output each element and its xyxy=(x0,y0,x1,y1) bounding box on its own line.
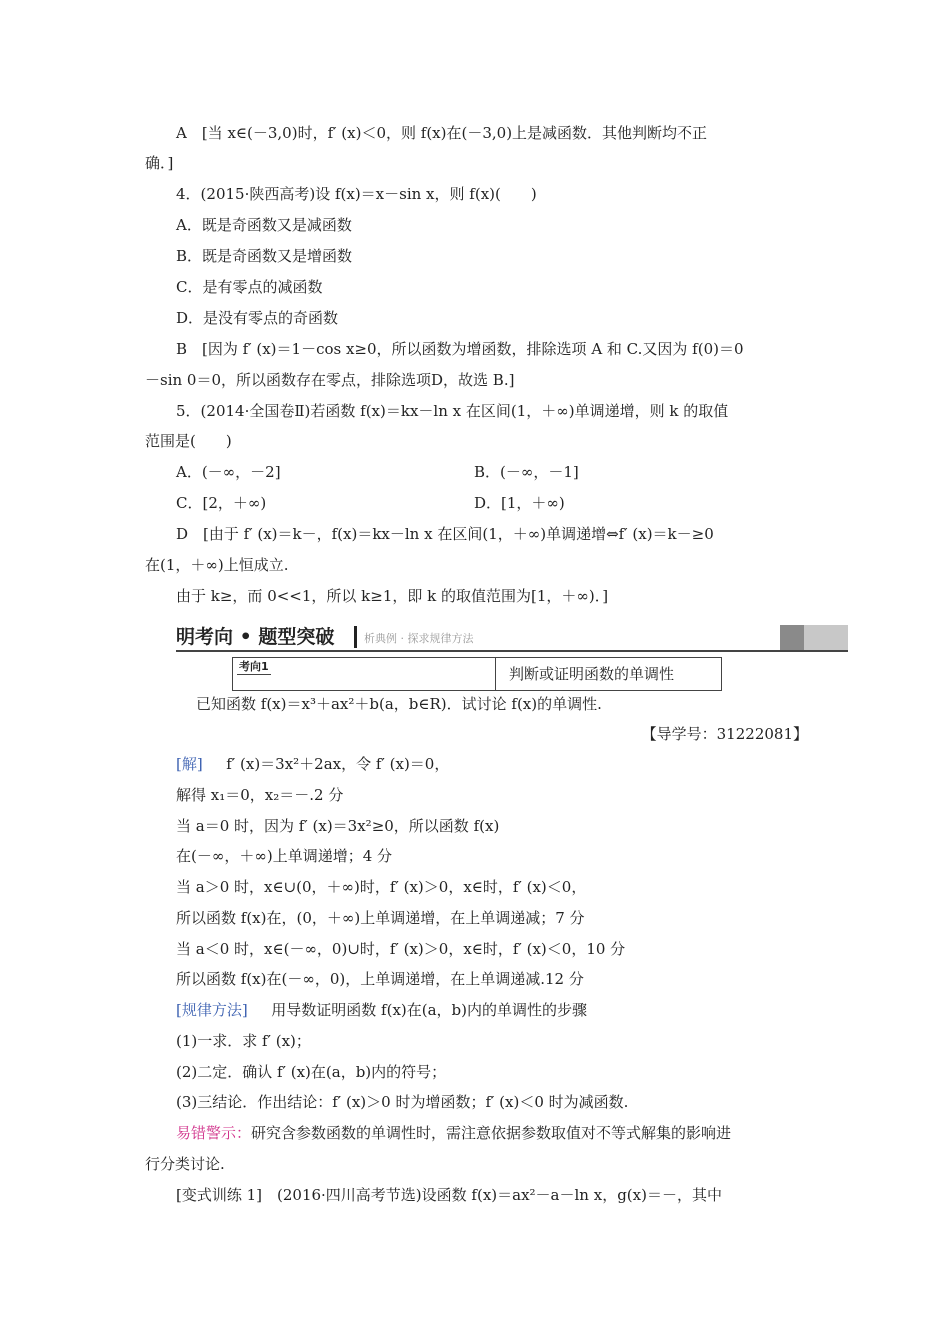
topic-box xyxy=(232,657,722,691)
warning-label: 易错警示： xyxy=(176,1124,252,1142)
method-step-2: (2)二定．确认 f′ (x)在(a，b)内的符号； xyxy=(176,1063,447,1081)
method-step-1: (1)一求．求 f′ (x)； xyxy=(176,1032,311,1050)
warning-line-2: 行分类讨论. xyxy=(145,1155,225,1173)
answer-3-line-1: A [当 x∈(－3,0)时，f′ (x)＜0，则 f(x)在(－3,0)上是减函数．其他判断均不正 xyxy=(176,124,708,142)
solution-step-1: f′ (x)＝3x²＋2ax，令 f′ (x)＝0， xyxy=(226,755,450,773)
reference-number: 【导学号：31222081】 xyxy=(641,725,808,743)
variant-exercise: [变式训练 1] (2016·四川高考节选)设函数 f(x)＝ax²－a－ln x，g(x)＝－，其中 xyxy=(176,1186,722,1204)
question-5-option-a: A．(－∞，－2] xyxy=(176,463,281,481)
topic-box-divider xyxy=(495,658,496,690)
header-rule xyxy=(176,650,848,652)
answer-5-line-1: D [由于 f′ (x)＝k－，f(x)＝kx－ln x 在区间(1，＋∞)单调递增⇔f′ (x)＝k－≥0 xyxy=(176,525,714,543)
section-divider xyxy=(354,626,357,648)
question-4-option-d: D．是没有零点的奇函数 xyxy=(176,309,339,327)
answer-3-line-2: 确．] xyxy=(145,154,174,172)
question-4-option-c: C．是有零点的减函数 xyxy=(176,278,323,296)
question-5-line-2: 范围是( ) xyxy=(145,432,232,450)
question-4-option-a: A．既是奇函数又是减函数 xyxy=(176,216,352,234)
section-subtitle: 析典例 · 探求规律方法 xyxy=(364,632,474,645)
answer-5-line-2: 在(1，＋∞)上恒成立. xyxy=(145,556,289,574)
question-4: 4．(2015·陕西高考)设 f(x)＝x－sin x，则 f(x)( ) xyxy=(176,185,537,203)
warning-text: 研究含参数函数的单调性时，需注意依据参数取值对不等式解集的影响进 xyxy=(251,1124,732,1142)
header-decor-light xyxy=(804,625,848,650)
header-decor-dark xyxy=(780,625,804,650)
solution-label: [解] xyxy=(176,755,203,773)
question-5-option-c: C．[2，＋∞) xyxy=(176,494,267,512)
method-line xyxy=(176,1000,587,1020)
topic-tag: 考向1 xyxy=(239,660,269,673)
question-5-option-b: B．(－∞，－1] xyxy=(474,463,579,481)
answer-5-line-3: 由于 k≥，而 0<<1，所以 k≥1，即 k 的取值范围为[1，＋∞)．] xyxy=(176,587,609,605)
solution-line-2: 解得 x₁＝0，x₂＝－.2 分 xyxy=(176,786,344,804)
method-text: 用导数证明函数 f(x)在(a，b)内的单调性的步骤 xyxy=(271,1001,588,1019)
solution-line-5: 当 a＞0 时，x∈∪(0，＋∞)时，f′ (x)＞0，x∈时，f′ (x)＜0， xyxy=(176,878,587,896)
solution-line-6: 所以函数 f(x)在，(0，＋∞)上单调递增，在上单调递减；7 分 xyxy=(176,909,585,927)
section-header xyxy=(176,625,848,651)
method-step-3: (3)三结论．作出结论：f′ (x)＞0 时为增函数；f′ (x)＜0 时为减函数. xyxy=(176,1093,629,1111)
solution-line-1 xyxy=(176,754,449,774)
question-4-option-b: B．既是奇函数又是增函数 xyxy=(176,247,353,265)
question-5-line-1: 5．(2014·全国卷Ⅱ)若函数 f(x)＝kx－ln x 在区间(1，＋∞)单调递增，则 k 的取值 xyxy=(176,402,729,420)
topic-title: 判断或证明函数的单调性 xyxy=(509,665,675,683)
solution-line-8: 所以函数 f(x)在(－∞，0)，上单调递增，在上单调递减.12 分 xyxy=(176,970,584,988)
solution-line-7: 当 a＜0 时，x∈(－∞，0)∪时，f′ (x)＞0，x∈时，f′ (x)＜0，10 分 xyxy=(176,940,626,958)
method-label: [规律方法] xyxy=(176,1001,248,1019)
solution-line-3: 当 a＝0 时，因为 f′ (x)＝3x²≥0，所以函数 f(x) xyxy=(176,817,500,835)
answer-4-line-2: －sin 0＝0，所以函数存在零点，排除选项D，故选 B.] xyxy=(145,371,515,389)
answer-4-line-1: B [因为 f′ (x)＝1－cos x≥0，所以函数为增函数，排除选项 A 和 C.又因为 f(0)＝0 xyxy=(176,340,744,358)
question-5-option-d: D．[1，＋∞) xyxy=(474,494,565,512)
warning-line-1 xyxy=(176,1123,731,1143)
example-problem: 已知函数 f(x)＝x³＋ax²＋b(a，b∈R)．试讨论 f(x)的单调性. xyxy=(196,695,602,713)
section-title: 明考向 • 题型突破 xyxy=(176,626,335,648)
solution-line-4: 在(－∞，＋∞)上单调递增；4 分 xyxy=(176,847,393,865)
